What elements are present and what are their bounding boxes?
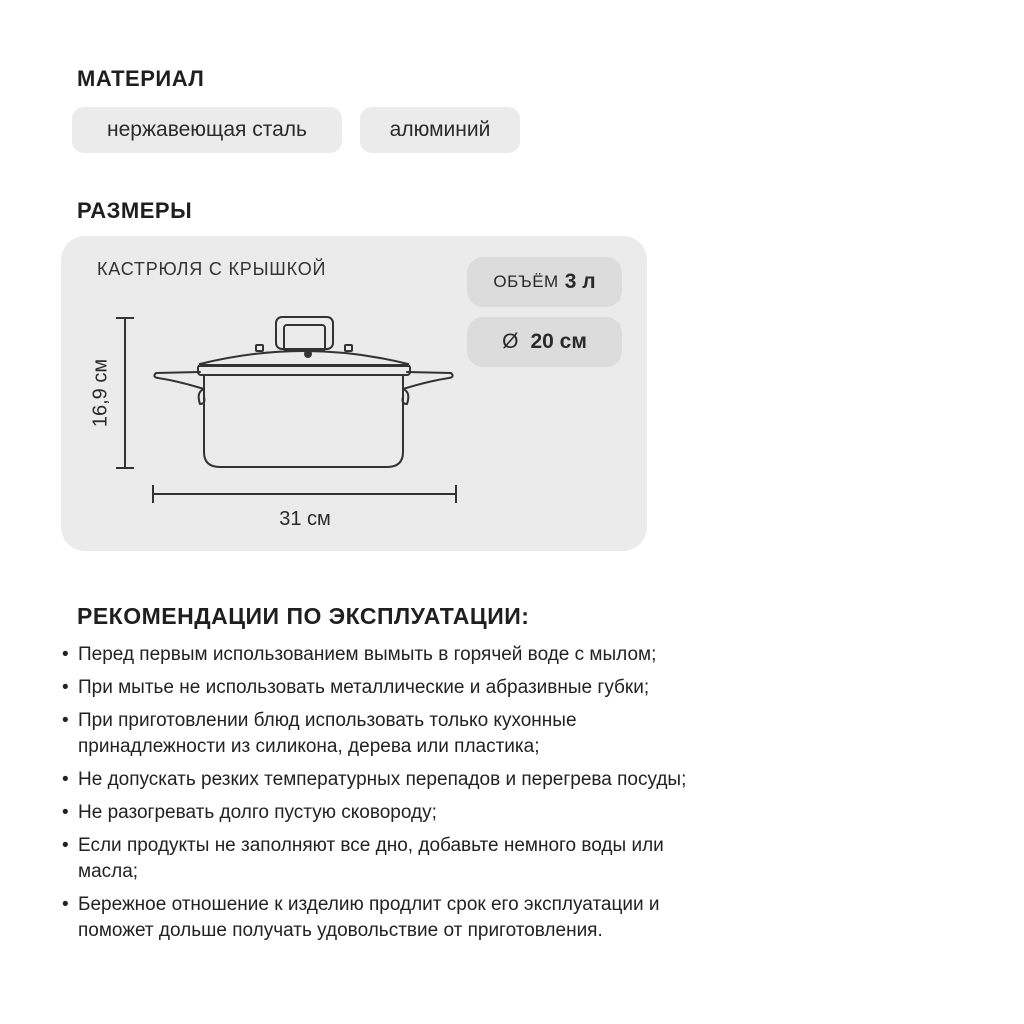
- bullet-icon: •: [62, 802, 69, 823]
- list-item: • При приготовлении блюд использовать только кухонные принадлежности из силикона, дерева или пластика;: [62, 710, 577, 757]
- sizes-title: РАЗМЕРЫ: [77, 198, 193, 223]
- product-label: КАСТРЮЛЯ С КРЫШКОЙ: [97, 259, 327, 279]
- volume-label: ОБЪЁМ: [493, 272, 559, 291]
- list-item: • Не разогревать долго пустую сковороду;: [60, 800, 760, 826]
- bullet-icon: •: [62, 894, 69, 915]
- diameter-value: 20 см: [530, 330, 587, 353]
- bullet-icon: •: [62, 677, 69, 698]
- material-chip-steel: нержавеющая сталь: [72, 107, 342, 153]
- list-item: • Бережное отношение к изделию продлит срок его эксплуатации и поможет дольше получать удовольствие от приготовления.: [62, 894, 660, 941]
- list-item: • При мытье не использовать металлические и абразивные губки;: [60, 675, 760, 701]
- bullet-icon: •: [62, 835, 69, 856]
- bullet-icon: •: [62, 644, 69, 665]
- list-item: • Перед первым использованием вымыть в горячей воде с мылом;: [60, 642, 760, 668]
- list-item: • Если продукты не заполняют все дно, добавьте немного воды или масла;: [62, 835, 664, 882]
- height-label: 16,9 см: [89, 358, 112, 428]
- volume-pill: [467, 257, 622, 307]
- material-chip-aluminium: алюминий: [360, 107, 520, 153]
- list-item: • Не допускать резких температурных перепадов и перегрева посуды;: [60, 767, 760, 793]
- bullet-icon: •: [62, 710, 69, 731]
- diameter-icon: Ø: [502, 330, 519, 353]
- volume-value: 3 л: [564, 270, 596, 293]
- material-title: МАТЕРИАЛ: [77, 66, 205, 91]
- diameter-pill: [467, 317, 622, 367]
- care-list: [60, 642, 760, 951]
- width-label: 31 см: [279, 508, 331, 530]
- care-title: РЕКОМЕНДАЦИИ ПО ЭКСПЛУАТАЦИИ:: [77, 603, 530, 629]
- bullet-icon: •: [62, 769, 69, 790]
